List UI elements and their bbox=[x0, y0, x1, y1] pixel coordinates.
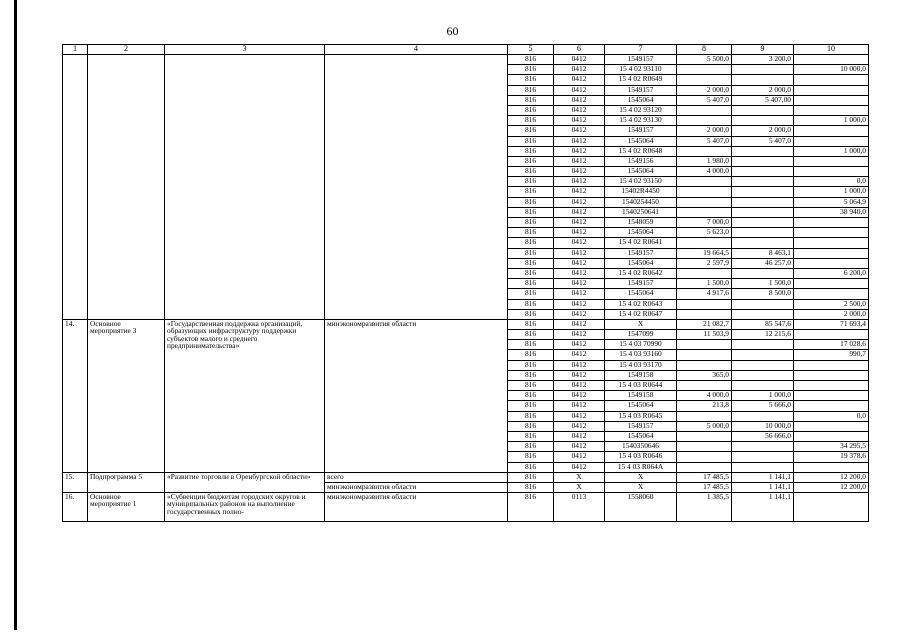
cell-c6: X bbox=[554, 482, 605, 492]
continuation-col-2 bbox=[88, 55, 165, 320]
cell-c5: 816 bbox=[508, 482, 554, 492]
cell-col-6: 0412 bbox=[554, 309, 605, 319]
cell-col-5: 816 bbox=[508, 105, 554, 115]
cell-col-6: 0412 bbox=[554, 442, 605, 452]
cell-col-10 bbox=[794, 421, 869, 431]
cell-col-6: 0412 bbox=[554, 177, 605, 187]
cell-col-8: 365,0 bbox=[677, 370, 732, 380]
cell-col-5: 816 bbox=[508, 350, 554, 360]
cell-col-6: 0412 bbox=[554, 330, 605, 340]
cell-col-5: 816 bbox=[508, 55, 554, 65]
cell-col-7: 15 4 03 93170 bbox=[605, 360, 677, 370]
cell-col-8 bbox=[677, 187, 732, 197]
cell-col-9 bbox=[732, 116, 794, 126]
cell-col-9 bbox=[732, 177, 794, 187]
cell-col-10: 1 000,0 bbox=[794, 146, 869, 156]
cell-col-10: 6 200,0 bbox=[794, 268, 869, 278]
cell-col-8 bbox=[677, 146, 732, 156]
cell-col-9 bbox=[732, 452, 794, 462]
cell-col-9: 5 407,0 bbox=[732, 136, 794, 146]
cell-col-8 bbox=[677, 207, 732, 217]
continuation-col-3 bbox=[165, 55, 325, 320]
cell-col-6: 0412 bbox=[554, 340, 605, 350]
cell-col-6: 0412 bbox=[554, 156, 605, 166]
cell-col-10 bbox=[794, 167, 869, 177]
cell-col-5: 816 bbox=[508, 299, 554, 309]
cell-col-10: 1 000,0 bbox=[794, 116, 869, 126]
cell-col-6: 0412 bbox=[554, 411, 605, 421]
cell-col-10 bbox=[794, 228, 869, 238]
header-col-8: 8 bbox=[677, 45, 732, 55]
cell-col-9: 5 407,00 bbox=[732, 95, 794, 105]
cell-col-6: 0412 bbox=[554, 248, 605, 258]
cell-col-6: 0412 bbox=[554, 167, 605, 177]
cell-col-7: 15 4 03 R0646 bbox=[605, 452, 677, 462]
cell-col-8 bbox=[677, 452, 732, 462]
cell-col-8 bbox=[677, 105, 732, 115]
cell-col-5: 816 bbox=[508, 360, 554, 370]
cell-col-6: 0412 bbox=[554, 381, 605, 391]
cell-col-7: 15 4 03 R0645 bbox=[605, 411, 677, 421]
header-col-5: 5 bbox=[508, 45, 554, 55]
cell-col-6: 0412 bbox=[554, 452, 605, 462]
cell-col-6: 0412 bbox=[554, 55, 605, 65]
cell-col-8 bbox=[677, 309, 732, 319]
cell-col-9: 12 215,6 bbox=[732, 330, 794, 340]
cell-col-7: 15 4 02 R0647 bbox=[605, 309, 677, 319]
cell-col-5: 816 bbox=[508, 136, 554, 146]
cell-col-6: 0412 bbox=[554, 207, 605, 217]
cell-col-9 bbox=[732, 442, 794, 452]
cell-col-6: 0412 bbox=[554, 136, 605, 146]
cell-col-5: 816 bbox=[508, 289, 554, 299]
cell-col-10 bbox=[794, 391, 869, 401]
cell-col-9 bbox=[732, 370, 794, 380]
header-col-2: 2 bbox=[88, 45, 165, 55]
cell-col-6: 0412 bbox=[554, 228, 605, 238]
cell-col-5: 816 bbox=[508, 381, 554, 391]
cell-col-9: 46 257,0 bbox=[732, 258, 794, 268]
cell-col-6: 0412 bbox=[554, 105, 605, 115]
cell-col-8: 2 597,9 bbox=[677, 258, 732, 268]
cell-col-10 bbox=[794, 289, 869, 299]
cell-col-9 bbox=[732, 350, 794, 360]
cell-col-9 bbox=[732, 238, 794, 248]
cell-col-9: 85 547,6 bbox=[732, 319, 794, 329]
program-name: Основное мероприятие 1 bbox=[88, 493, 165, 522]
cell-col-6: 0412 bbox=[554, 146, 605, 156]
cell-col-8 bbox=[677, 299, 732, 309]
cell-col-9 bbox=[732, 65, 794, 75]
cell-col-5: 816 bbox=[508, 126, 554, 136]
cell-col-9 bbox=[732, 218, 794, 228]
cell-col-8 bbox=[677, 411, 732, 421]
cell-col-7: 1545064 bbox=[605, 289, 677, 299]
header-col-10: 10 bbox=[794, 45, 869, 55]
cell-col-7: 1545064 bbox=[605, 431, 677, 441]
cell-col-7: X bbox=[605, 319, 677, 329]
cell-col-10 bbox=[794, 136, 869, 146]
cell-col-5: 816 bbox=[508, 330, 554, 340]
cell-col-10: 0,0 bbox=[794, 411, 869, 421]
cell-col-8: 21 082,7 bbox=[677, 319, 732, 329]
cell-col-5: 816 bbox=[508, 442, 554, 452]
cell-col-10 bbox=[794, 370, 869, 380]
header-col-9: 9 bbox=[732, 45, 794, 55]
cell-col-9 bbox=[732, 299, 794, 309]
cell-col-9 bbox=[732, 187, 794, 197]
cell-col-6: 0412 bbox=[554, 75, 605, 85]
header-row bbox=[63, 45, 869, 55]
cell-col-10: 19 378,6 bbox=[794, 452, 869, 462]
cell-col-10 bbox=[794, 279, 869, 289]
cell-col-8: 11 503,9 bbox=[677, 330, 732, 340]
cell-col-7: 15 4 03 R064A bbox=[605, 462, 677, 472]
cell-col-5: 816 bbox=[508, 411, 554, 421]
cell-col-10 bbox=[794, 381, 869, 391]
cell-col-8 bbox=[677, 238, 732, 248]
cell-col-7: 1545064 bbox=[605, 258, 677, 268]
header-col-6: 6 bbox=[554, 45, 605, 55]
cell-col-5: 816 bbox=[508, 207, 554, 217]
cell-c10: 12 200,0 bbox=[794, 472, 869, 482]
cell-col-7: 1549157 bbox=[605, 248, 677, 258]
cell-col-8: 5 407,0 bbox=[677, 136, 732, 146]
table-row bbox=[63, 472, 869, 482]
cell-col-5: 816 bbox=[508, 370, 554, 380]
cell-col-8: 5 407,0 bbox=[677, 95, 732, 105]
cell-col-8: 1 500,0 bbox=[677, 279, 732, 289]
cell-col-10: 10 000,0 bbox=[794, 65, 869, 75]
table-row bbox=[63, 493, 869, 522]
cell-col-10: 71 693,4 bbox=[794, 319, 869, 329]
cell-c9: 1 141,1 bbox=[732, 482, 794, 492]
cell-col-10 bbox=[794, 330, 869, 340]
cell-col-8: 4 917,6 bbox=[677, 289, 732, 299]
cell-col-8 bbox=[677, 268, 732, 278]
cell-col-8: 1 980,0 bbox=[677, 156, 732, 166]
cell-col-8 bbox=[677, 65, 732, 75]
cell-col-9: 2 000,0 bbox=[732, 126, 794, 136]
continuation-col-1 bbox=[63, 55, 88, 320]
cell-col-7: 1549158 bbox=[605, 391, 677, 401]
row-number: 16. bbox=[63, 493, 88, 522]
cell-col-6: 0412 bbox=[554, 391, 605, 401]
cell-col-5: 816 bbox=[508, 218, 554, 228]
header-col-3: 3 bbox=[165, 45, 325, 55]
table-row bbox=[63, 55, 869, 65]
cell-col-7: 15 4 03 93160 bbox=[605, 350, 677, 360]
cell-col-5: 816 bbox=[508, 421, 554, 431]
cell-col-10 bbox=[794, 85, 869, 95]
cell-col-7: 1545064 bbox=[605, 228, 677, 238]
cell-col-10: 990,7 bbox=[794, 350, 869, 360]
executor: всего bbox=[325, 472, 508, 482]
cell-col-8 bbox=[677, 340, 732, 350]
cell-col-10: 1 000,0 bbox=[794, 187, 869, 197]
cell-col-10 bbox=[794, 431, 869, 441]
cell-col-5: 816 bbox=[508, 452, 554, 462]
cell-col-10 bbox=[794, 95, 869, 105]
cell-col-10: 5 064,9 bbox=[794, 197, 869, 207]
cell-col-8 bbox=[677, 360, 732, 370]
program-title: «Развитие торговли в Оренбургской области» bbox=[165, 472, 325, 492]
cell-col-5: 816 bbox=[508, 268, 554, 278]
cell-col-7: 1548059 bbox=[605, 218, 677, 228]
cell-col-5: 816 bbox=[508, 187, 554, 197]
cell-col-7: 15 4 02 R0643 bbox=[605, 299, 677, 309]
cell-c10 bbox=[794, 493, 869, 522]
cell-col-10: 2 500,0 bbox=[794, 299, 869, 309]
cell-col-9 bbox=[732, 340, 794, 350]
cell-col-8 bbox=[677, 75, 732, 85]
cell-col-9 bbox=[732, 197, 794, 207]
cell-col-7: 1545064 bbox=[605, 167, 677, 177]
cell-c7: X bbox=[605, 472, 677, 482]
cell-col-5: 816 bbox=[508, 248, 554, 258]
cell-col-10: 2 000,0 bbox=[794, 309, 869, 319]
cell-col-10: 38 940,0 bbox=[794, 207, 869, 217]
cell-col-9 bbox=[732, 167, 794, 177]
cell-col-10 bbox=[794, 75, 869, 85]
cell-col-8: 7 000,0 bbox=[677, 218, 732, 228]
cell-col-6: 0412 bbox=[554, 268, 605, 278]
cell-col-6: 0412 bbox=[554, 319, 605, 329]
cell-col-7: 1549157 bbox=[605, 85, 677, 95]
cell-col-7: 1540250641 bbox=[605, 207, 677, 217]
cell-col-7: 1549157 bbox=[605, 126, 677, 136]
continuation-col-4 bbox=[325, 55, 508, 320]
cell-col-5: 816 bbox=[508, 279, 554, 289]
cell-col-5: 816 bbox=[508, 462, 554, 472]
row-number: 15. bbox=[63, 472, 88, 492]
cell-col-8: 19 664,5 bbox=[677, 248, 732, 258]
cell-col-10 bbox=[794, 462, 869, 472]
cell-col-5: 816 bbox=[508, 319, 554, 329]
cell-col-7: 1540254450 bbox=[605, 197, 677, 207]
cell-col-6: 0412 bbox=[554, 421, 605, 431]
cell-col-8: 5 000,0 bbox=[677, 421, 732, 431]
cell-col-10: 17 028,6 bbox=[794, 340, 869, 350]
cell-col-8: 4 000,0 bbox=[677, 391, 732, 401]
cell-col-5: 816 bbox=[508, 75, 554, 85]
header-col-7: 7 bbox=[605, 45, 677, 55]
cell-c8: 1 385,5 bbox=[677, 493, 732, 522]
cell-col-6: 0412 bbox=[554, 218, 605, 228]
program-name: Подпрограмма 5 bbox=[88, 472, 165, 492]
cell-col-9: 56 666,0 bbox=[732, 431, 794, 441]
cell-col-8 bbox=[677, 350, 732, 360]
cell-col-10 bbox=[794, 401, 869, 411]
cell-col-7: 15 4 02 93110 bbox=[605, 65, 677, 75]
cell-col-6: 0412 bbox=[554, 95, 605, 105]
cell-col-6: 0412 bbox=[554, 279, 605, 289]
cell-c9: 1 141,1 bbox=[732, 493, 794, 522]
cell-c7: 1558060 bbox=[605, 493, 677, 522]
cell-col-5: 816 bbox=[508, 391, 554, 401]
cell-col-5: 816 bbox=[508, 116, 554, 126]
cell-col-7: 15 4 02 R0649 bbox=[605, 75, 677, 85]
cell-col-8: 2 000,0 bbox=[677, 126, 732, 136]
cell-col-9 bbox=[732, 75, 794, 85]
header-col-1: 1 bbox=[63, 45, 88, 55]
cell-col-7: 15 4 02 R0648 bbox=[605, 146, 677, 156]
cell-col-6: 0412 bbox=[554, 370, 605, 380]
cell-c5: 816 bbox=[508, 493, 554, 522]
cell-col-9: 2 000,0 bbox=[732, 85, 794, 95]
page-number: 60 bbox=[446, 24, 459, 38]
header-col-4: 4 bbox=[325, 45, 508, 55]
cell-col-6: 0412 bbox=[554, 258, 605, 268]
cell-col-9 bbox=[732, 309, 794, 319]
cell-col-8 bbox=[677, 462, 732, 472]
cell-col-5: 816 bbox=[508, 258, 554, 268]
cell-col-8: 5 623,0 bbox=[677, 228, 732, 238]
program-title: «Субвенции бюджетам городских округов и муниципальных районов на выполнение государственных полно- bbox=[165, 493, 325, 522]
cell-col-5: 816 bbox=[508, 156, 554, 166]
cell-c6: X bbox=[554, 472, 605, 482]
cell-col-5: 816 bbox=[508, 401, 554, 411]
cell-col-6: 0412 bbox=[554, 85, 605, 95]
cell-col-10 bbox=[794, 248, 869, 258]
executor: минэкономразвития области bbox=[325, 493, 508, 522]
cell-col-5: 816 bbox=[508, 228, 554, 238]
cell-col-7: 15 4 02 R0642 bbox=[605, 268, 677, 278]
cell-col-7: 15 4 02 93130 bbox=[605, 116, 677, 126]
cell-c5: 816 bbox=[508, 472, 554, 482]
cell-col-5: 816 bbox=[508, 167, 554, 177]
cell-col-10: 0,0 bbox=[794, 177, 869, 187]
program-name: Основное мероприятие 3 bbox=[88, 319, 165, 472]
cell-col-8 bbox=[677, 381, 732, 391]
cell-col-6: 0412 bbox=[554, 299, 605, 309]
cell-col-5: 816 bbox=[508, 197, 554, 207]
cell-col-8 bbox=[677, 116, 732, 126]
cell-col-10 bbox=[794, 238, 869, 248]
cell-col-6: 0412 bbox=[554, 289, 605, 299]
cell-col-10 bbox=[794, 126, 869, 136]
cell-col-5: 816 bbox=[508, 95, 554, 105]
cell-col-10 bbox=[794, 258, 869, 268]
cell-col-9: 5 666,0 bbox=[732, 401, 794, 411]
program-title: «Государственная поддержка организаций, образующих инфраструктуру поддержки субъектов малого и среднего предпринимательства» bbox=[165, 319, 325, 472]
cell-col-7: 1549158 bbox=[605, 370, 677, 380]
cell-col-5: 816 bbox=[508, 340, 554, 350]
cell-col-6: 0412 bbox=[554, 350, 605, 360]
cell-col-8: 4 000,0 bbox=[677, 167, 732, 177]
cell-col-7: 1549157 bbox=[605, 279, 677, 289]
cell-col-7: 1549157 bbox=[605, 55, 677, 65]
cell-col-7: 15402R4450 bbox=[605, 187, 677, 197]
cell-col-9: 8 463,1 bbox=[732, 248, 794, 258]
cell-c8: 17 485,5 bbox=[677, 482, 732, 492]
cell-col-9 bbox=[732, 462, 794, 472]
cell-col-7: 1547099 bbox=[605, 330, 677, 340]
table-row bbox=[63, 319, 869, 329]
cell-col-7: 15 4 02 R0641 bbox=[605, 238, 677, 248]
cell-col-9: 3 200,0 bbox=[732, 55, 794, 65]
cell-col-10 bbox=[794, 156, 869, 166]
cell-col-7: 1545064 bbox=[605, 136, 677, 146]
cell-col-7: 15 4 03 R0644 bbox=[605, 381, 677, 391]
executor: минэкономразвития области bbox=[325, 319, 508, 472]
cell-col-9 bbox=[732, 411, 794, 421]
cell-col-9 bbox=[732, 156, 794, 166]
cell-col-6: 0412 bbox=[554, 116, 605, 126]
cell-col-8 bbox=[677, 177, 732, 187]
cell-col-5: 816 bbox=[508, 85, 554, 95]
cell-col-6: 0412 bbox=[554, 462, 605, 472]
row-number: 14. bbox=[63, 319, 88, 472]
cell-col-8 bbox=[677, 442, 732, 452]
cell-col-10 bbox=[794, 55, 869, 65]
cell-col-8: 2 000,0 bbox=[677, 85, 732, 95]
cell-col-6: 0412 bbox=[554, 431, 605, 441]
cell-col-7: 1545064 bbox=[605, 95, 677, 105]
cell-col-6: 0412 bbox=[554, 401, 605, 411]
cell-col-7: 1540350646 bbox=[605, 442, 677, 452]
cell-col-5: 816 bbox=[508, 177, 554, 187]
cell-col-9 bbox=[732, 146, 794, 156]
cell-col-10 bbox=[794, 105, 869, 115]
cell-col-5: 816 bbox=[508, 309, 554, 319]
cell-c8: 17 485,5 bbox=[677, 472, 732, 482]
cell-col-9 bbox=[732, 207, 794, 217]
cell-col-6: 0412 bbox=[554, 360, 605, 370]
cell-col-7: 1549157 bbox=[605, 421, 677, 431]
cell-c6: 0113 bbox=[554, 493, 605, 522]
cell-col-9: 1 000,0 bbox=[732, 391, 794, 401]
cell-col-7: 1549156 bbox=[605, 156, 677, 166]
page-edge-bar bbox=[14, 0, 17, 630]
budget-table bbox=[62, 44, 869, 522]
cell-col-7: 15 4 02 93150 bbox=[605, 177, 677, 187]
cell-col-10 bbox=[794, 218, 869, 228]
cell-col-8 bbox=[677, 431, 732, 441]
cell-col-7: 1545064 bbox=[605, 401, 677, 411]
cell-col-6: 0412 bbox=[554, 187, 605, 197]
cell-col-9 bbox=[732, 105, 794, 115]
cell-col-8 bbox=[677, 197, 732, 207]
cell-col-6: 0412 bbox=[554, 197, 605, 207]
cell-col-6: 0412 bbox=[554, 238, 605, 248]
cell-col-8: 5 500,0 bbox=[677, 55, 732, 65]
executor: минэкономразвития области bbox=[325, 482, 508, 492]
cell-col-10 bbox=[794, 360, 869, 370]
cell-col-9 bbox=[732, 381, 794, 391]
cell-col-6: 0412 bbox=[554, 126, 605, 136]
cell-col-9: 8 500,0 bbox=[732, 289, 794, 299]
cell-col-5: 816 bbox=[508, 238, 554, 248]
cell-col-6: 0412 bbox=[554, 65, 605, 75]
cell-col-9: 10 000,0 bbox=[732, 421, 794, 431]
cell-c10: 12 200,0 bbox=[794, 482, 869, 492]
cell-col-5: 816 bbox=[508, 146, 554, 156]
cell-col-5: 816 bbox=[508, 431, 554, 441]
cell-c9: 1 141,1 bbox=[732, 472, 794, 482]
cell-col-9: 1 500,0 bbox=[732, 279, 794, 289]
cell-col-8: 213,8 bbox=[677, 401, 732, 411]
cell-col-7: 15 4 03 70990 bbox=[605, 340, 677, 350]
cell-col-10: 34 295,5 bbox=[794, 442, 869, 452]
cell-col-7: 15 4 02 93120 bbox=[605, 105, 677, 115]
cell-col-9 bbox=[732, 268, 794, 278]
cell-col-9 bbox=[732, 360, 794, 370]
cell-col-5: 816 bbox=[508, 65, 554, 75]
cell-c7: X bbox=[605, 482, 677, 492]
cell-col-9 bbox=[732, 228, 794, 238]
